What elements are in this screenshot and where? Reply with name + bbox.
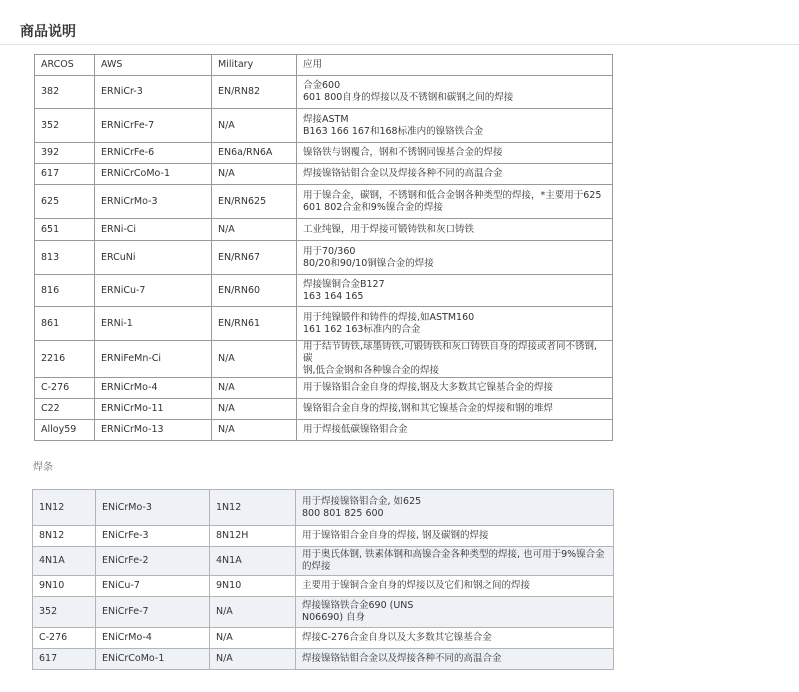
application-cell bbox=[296, 576, 614, 597]
table-row bbox=[33, 526, 614, 547]
table-row bbox=[33, 649, 614, 670]
military-cell: EN/RN60 bbox=[212, 275, 297, 307]
application-cell bbox=[297, 164, 613, 185]
application-line: 用于70/360 bbox=[303, 245, 356, 257]
aws-cell: ENiCrMo-4 bbox=[96, 628, 210, 649]
table-row bbox=[35, 275, 613, 307]
application-line: 合金600 bbox=[303, 80, 341, 91]
military-cell: N/A bbox=[212, 341, 297, 378]
table-row bbox=[33, 490, 614, 526]
military-cell: EN/RN625 bbox=[212, 185, 297, 219]
application-line: 用于镍铬钼合金自身的焊接, 钢及碳钢的焊接 bbox=[302, 530, 489, 541]
application-line: 163 164 165 bbox=[303, 290, 364, 302]
aws-cell: ERNiCrMo-4 bbox=[95, 378, 212, 399]
military-cell: N/A bbox=[212, 219, 297, 241]
table-row bbox=[35, 109, 613, 143]
arcos-cell: 8N12 bbox=[33, 526, 96, 547]
application-line: 焊接镍铬钴钼合金以及焊接各种不同的高温合金 bbox=[303, 168, 503, 179]
application-line: B163 166 167和168标准内的镍铬铁合金 bbox=[303, 125, 484, 137]
application-cell bbox=[297, 219, 613, 241]
aws-cell: ERNiCrFe-6 bbox=[95, 143, 212, 164]
application-line: 工业纯镍，用于焊接可锻铸铁和灰口铸铁 bbox=[303, 223, 475, 235]
arcos-cell: 382 bbox=[35, 76, 95, 109]
arcos-cell: 2216 bbox=[35, 341, 95, 378]
aws-cell: AWS bbox=[95, 55, 212, 76]
military-cell: 9N10 bbox=[210, 576, 296, 597]
application-line: 焊接镍铬铁合金690 (UNS bbox=[302, 600, 414, 611]
application-cell bbox=[297, 143, 613, 164]
military-cell: EN6a/RN6A bbox=[212, 143, 297, 164]
application-line: 焊接镍铜合金B127 bbox=[303, 278, 385, 290]
application-cell bbox=[297, 109, 613, 143]
application-line: 用于镍合金，碳钢，不锈钢和低合金钢各种类型的焊接，*主要用于625 bbox=[303, 189, 602, 201]
table-row bbox=[35, 378, 613, 399]
table-row bbox=[35, 420, 613, 441]
application-line: 主要用于镍铜合金自身的焊接以及它们和钢之间的焊接 bbox=[302, 580, 531, 591]
application-cell bbox=[296, 547, 614, 576]
aws-cell: ERNiCrCoMo-1 bbox=[95, 164, 212, 185]
arcos-cell: 861 bbox=[35, 307, 95, 341]
table-row bbox=[35, 307, 613, 341]
application-cell bbox=[296, 490, 614, 526]
application-line: 80/20和90/10铜镍合金的焊接 bbox=[303, 257, 434, 269]
table-row bbox=[35, 185, 613, 219]
electrode-section-label: 焊条 bbox=[33, 462, 53, 473]
military-cell: 4N1A bbox=[210, 547, 296, 576]
table-row bbox=[33, 576, 614, 597]
arcos-cell: 625 bbox=[35, 185, 95, 219]
section-header bbox=[0, 0, 799, 45]
military-cell: 8N12H bbox=[210, 526, 296, 547]
application-cell bbox=[296, 628, 614, 649]
military-cell: N/A bbox=[210, 597, 296, 628]
application-cell bbox=[297, 241, 613, 275]
arcos-cell: 352 bbox=[33, 597, 96, 628]
application-line: 钢,低合金钢和各种镍合金的焊接 bbox=[303, 365, 440, 376]
table-row bbox=[35, 219, 613, 241]
arcos-cell: 651 bbox=[35, 219, 95, 241]
application-cell bbox=[296, 649, 614, 670]
arcos-cell: 813 bbox=[35, 241, 95, 275]
arcos-cell: 1N12 bbox=[33, 490, 96, 526]
application-line: N06690) 自身 bbox=[302, 612, 366, 623]
aws-cell: ERNiFeMn-Ci bbox=[95, 341, 212, 378]
application-cell bbox=[297, 378, 613, 399]
application-line: 焊接ASTM bbox=[303, 113, 349, 125]
application-line: 用于镍铬钼合金自身的焊接,钢及大多数其它镍基合金的焊接 bbox=[303, 382, 554, 393]
application-line: 的焊接 bbox=[302, 561, 331, 572]
military-cell: N/A bbox=[212, 399, 297, 420]
military-cell: EN/RN61 bbox=[212, 307, 297, 341]
application-line: 镍铬铁与钢覆合，钢和不锈钢同镍基合金的焊接 bbox=[303, 147, 503, 158]
application-line: 用于焊接低碳镍铬钼合金 bbox=[303, 424, 408, 435]
aws-cell: ERNiCrMo-11 bbox=[95, 399, 212, 420]
application-line: 用于纯镍锻件和铸件的焊接,如ASTM160 bbox=[303, 311, 475, 323]
application-line: 用于焊接镍铬钼合金, 如625 bbox=[302, 495, 422, 507]
arcos-cell: 617 bbox=[33, 649, 96, 670]
application-line: 镍铬钼合金自身的焊接,钢和其它镍基合金的焊接和钢的堆焊 bbox=[303, 403, 554, 414]
application-cell bbox=[297, 341, 613, 378]
aws-cell: ERNiCrMo-3 bbox=[95, 185, 212, 219]
aws-cell: ENiCrFe-7 bbox=[96, 597, 210, 628]
application-line: 601 800自身的焊接以及不锈钢和碳钢之间的焊接 bbox=[303, 92, 514, 103]
application-line: 焊接镍铬钴钼合金以及焊接各种不同的高温合金 bbox=[302, 653, 502, 664]
arcos-cell: C-276 bbox=[35, 378, 95, 399]
military-cell: N/A bbox=[212, 420, 297, 441]
application-cell bbox=[297, 420, 613, 441]
table-row bbox=[33, 628, 614, 649]
application-cell bbox=[296, 526, 614, 547]
table-header-row bbox=[35, 55, 613, 76]
military-cell: N/A bbox=[210, 628, 296, 649]
application-cell bbox=[297, 275, 613, 307]
arcos-cell: C22 bbox=[35, 399, 95, 420]
table-row bbox=[33, 547, 614, 576]
application-line: 601 802合金和9%镍合金的焊接 bbox=[303, 201, 443, 213]
military-cell: N/A bbox=[210, 649, 296, 670]
military-cell: N/A bbox=[212, 378, 297, 399]
aws-cell: ERNiCrFe-7 bbox=[95, 109, 212, 143]
military-cell: N/A bbox=[212, 164, 297, 185]
application-line: 800 801 825 600 bbox=[302, 507, 384, 519]
page-title: 商品说明 bbox=[20, 24, 76, 40]
table-row bbox=[33, 597, 614, 628]
military-cell: 1N12 bbox=[210, 490, 296, 526]
application-cell: 应用 bbox=[297, 55, 613, 76]
aws-cell: ERNiCr-3 bbox=[95, 76, 212, 109]
aws-cell: ENiCrMo-3 bbox=[96, 490, 210, 526]
arcos-cell: 617 bbox=[35, 164, 95, 185]
aws-cell: ENiCrCoMo-1 bbox=[96, 649, 210, 670]
aws-cell: ERNi-1 bbox=[95, 307, 212, 341]
application-cell bbox=[297, 76, 613, 109]
application-cell bbox=[297, 307, 613, 341]
aws-cell: ERNi-Ci bbox=[95, 219, 212, 241]
arcos-cell: 392 bbox=[35, 143, 95, 164]
military-cell: EN/RN82 bbox=[212, 76, 297, 109]
arcos-cell: Alloy59 bbox=[35, 420, 95, 441]
military-cell: Military bbox=[212, 55, 297, 76]
application-cell bbox=[297, 399, 613, 420]
application-line: 161 162 163标准内的合金 bbox=[303, 323, 421, 335]
arcos-cell: 816 bbox=[35, 275, 95, 307]
application-line: 用于奥氏体钢, 铁素体钢和高镍合金各种类型的焊接, 也可用于9%镍合金 bbox=[302, 549, 605, 560]
arcos-cell: 9N10 bbox=[33, 576, 96, 597]
arcos-cell: 4N1A bbox=[33, 547, 96, 576]
military-cell: N/A bbox=[212, 109, 297, 143]
aws-cell: ENiCrFe-2 bbox=[96, 547, 210, 576]
aws-cell: ENiCrFe-3 bbox=[96, 526, 210, 547]
aws-cell: ERNiCrMo-13 bbox=[95, 420, 212, 441]
arcos-cell: C-276 bbox=[33, 628, 96, 649]
aws-cell: ERNiCu-7 bbox=[95, 275, 212, 307]
aws-cell: ENiCu-7 bbox=[96, 576, 210, 597]
table-row bbox=[35, 399, 613, 420]
arcos-cell: 352 bbox=[35, 109, 95, 143]
table-row bbox=[35, 143, 613, 164]
arcos-cell: ARCOS bbox=[35, 55, 95, 76]
table-row bbox=[35, 241, 613, 275]
application-line: 用于结节铸铁,球墨铸铁,可锻铸铁和灰口铸铁自身的焊接或者同不锈钢,碳 bbox=[303, 341, 598, 364]
filler-wire-spec-table bbox=[34, 54, 613, 441]
application-cell bbox=[296, 597, 614, 628]
military-cell: EN/RN67 bbox=[212, 241, 297, 275]
electrode-spec-table bbox=[32, 489, 614, 670]
aws-cell: ERCuNi bbox=[95, 241, 212, 275]
table-row bbox=[35, 76, 613, 109]
table-row bbox=[35, 164, 613, 185]
application-line: 焊接C-276合金自身以及大多数其它镍基合金 bbox=[302, 632, 492, 643]
table-row bbox=[35, 341, 613, 378]
application-cell bbox=[297, 185, 613, 219]
